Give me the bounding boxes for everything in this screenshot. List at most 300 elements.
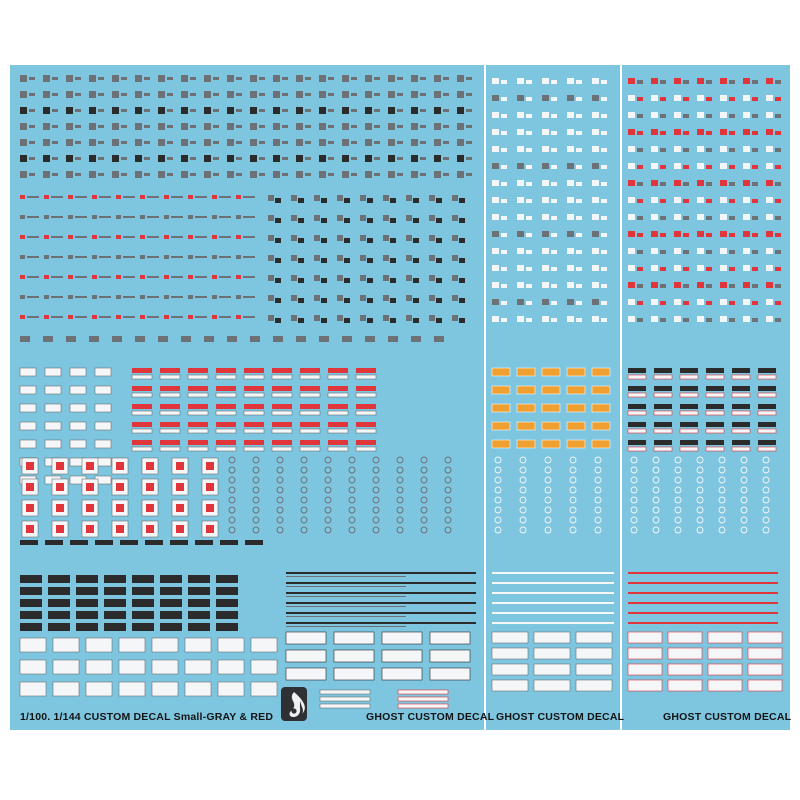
- decal-mark: [743, 129, 750, 135]
- decal-mark: [628, 632, 662, 643]
- decal-mark: [51, 316, 63, 318]
- decal-mark: [360, 255, 366, 261]
- decal-mark: [526, 114, 532, 118]
- decal-mark: [190, 157, 196, 160]
- decal-mark: [775, 114, 781, 118]
- decal-mark: [706, 250, 712, 254]
- decal-mark: [628, 163, 635, 169]
- decal-mark: [216, 429, 236, 433]
- decal-mark: [216, 575, 238, 583]
- decal-mark: [116, 195, 121, 199]
- decal-mark: [171, 216, 183, 218]
- decal-mark: [190, 125, 196, 128]
- decal-mark: [135, 171, 142, 178]
- decal-mark: [651, 197, 658, 203]
- decal-mark: [683, 233, 689, 237]
- decal-mark: [68, 255, 73, 259]
- decal-mark: [319, 123, 326, 130]
- decal-mark: [542, 197, 549, 203]
- decal-mark: [98, 93, 104, 96]
- decal-mark: [628, 602, 778, 604]
- red-panel-background: [622, 65, 790, 730]
- decal-mark: [680, 393, 698, 397]
- decal-mark: [628, 282, 635, 288]
- decal-mark: [259, 173, 265, 176]
- decal-mark: [526, 80, 532, 84]
- decal-mark: [542, 180, 549, 186]
- decal-mark: [116, 504, 124, 512]
- decal-mark: [720, 95, 727, 101]
- decal-mark: [674, 180, 681, 186]
- decal-mark: [452, 295, 458, 301]
- decal-mark: [526, 148, 532, 152]
- decal-mark: [291, 215, 297, 221]
- decal-mark: [160, 575, 182, 583]
- decal-mark: [216, 386, 236, 391]
- decal-mark: [342, 155, 349, 162]
- decal-mark: [75, 125, 81, 128]
- decal-mark: [436, 318, 442, 323]
- decal-mark: [300, 422, 320, 427]
- decal-mark: [466, 141, 472, 144]
- decal-mark: [244, 404, 264, 409]
- decal-mark: [344, 218, 350, 223]
- decal-mark: [758, 393, 776, 397]
- decal-mark: [766, 180, 773, 186]
- decal-mark: [314, 235, 320, 241]
- decal-mark: [674, 78, 681, 84]
- decal-mark: [268, 315, 274, 321]
- decal-mark: [501, 216, 507, 220]
- decal-mark: [123, 216, 135, 218]
- decal-mark: [251, 638, 277, 652]
- decal-mark: [567, 180, 574, 186]
- decal-mark: [766, 282, 773, 288]
- decal-mark: [27, 236, 39, 238]
- decal-mark: [76, 575, 98, 583]
- decal-mark: [52, 125, 58, 128]
- decal-mark: [188, 215, 193, 219]
- decal-mark: [135, 75, 142, 82]
- decal-mark: [706, 182, 712, 186]
- decal-mark: [20, 75, 27, 82]
- decal-mark: [75, 141, 81, 144]
- decal-mark: [351, 157, 357, 160]
- decal-mark: [697, 180, 704, 186]
- decal-mark: [164, 295, 169, 299]
- decal-mark: [158, 155, 165, 162]
- decal-mark: [342, 139, 349, 146]
- decal-mark: [328, 429, 348, 433]
- decal-mark: [86, 504, 94, 512]
- decal-mark: [144, 141, 150, 144]
- decal-mark: [190, 173, 196, 176]
- decal-mark: [457, 155, 464, 162]
- decal-mark: [132, 623, 154, 631]
- decal-mark: [397, 173, 403, 176]
- decal-mark: [48, 599, 70, 607]
- decal-mark: [314, 275, 320, 281]
- decal-mark: [551, 199, 557, 203]
- decal-mark: [660, 182, 666, 186]
- decal-mark: [344, 198, 350, 203]
- decal-mark: [98, 77, 104, 80]
- decal-mark: [680, 422, 698, 427]
- decal-mark: [367, 258, 373, 263]
- decal-mark: [628, 316, 635, 322]
- decal-mark: [213, 125, 219, 128]
- decal-mark: [365, 91, 372, 98]
- decal-mark: [752, 148, 758, 152]
- decal-mark: [321, 318, 327, 323]
- decal-mark: [651, 231, 658, 237]
- decal-mark: [320, 697, 370, 701]
- decal-mark: [27, 316, 39, 318]
- decal-mark: [244, 386, 264, 391]
- decal-mark: [236, 93, 242, 96]
- decal-mark: [637, 267, 643, 271]
- decal-mark: [140, 315, 145, 319]
- decal-mark: [219, 216, 231, 218]
- ghost-flame-logo: [281, 687, 307, 721]
- decal-mark: [720, 231, 727, 237]
- decal-mark: [53, 660, 79, 674]
- decal-mark: [683, 318, 689, 322]
- decal-mark: [116, 483, 124, 491]
- decal-mark: [390, 278, 396, 283]
- decal-mark: [195, 296, 207, 298]
- decal-mark: [75, 196, 87, 198]
- decal-mark: [628, 582, 778, 584]
- decal-mark: [132, 422, 152, 427]
- decal-mark: [188, 429, 208, 433]
- decal-mark: [374, 77, 380, 80]
- decal-mark: [273, 107, 280, 114]
- decal-mark: [752, 301, 758, 305]
- decal-mark: [517, 180, 524, 186]
- decal-mark: [20, 235, 25, 239]
- decal-mark: [273, 139, 280, 146]
- decal-mark: [291, 195, 297, 201]
- decal-mark: [576, 80, 582, 84]
- decal-mark: [181, 123, 188, 130]
- decal-mark: [651, 146, 658, 152]
- decal-mark: [706, 375, 724, 379]
- decal-mark: [637, 216, 643, 220]
- decal-mark: [171, 276, 183, 278]
- decal-mark: [121, 93, 127, 96]
- decal-mark: [752, 131, 758, 135]
- decal-mark: [766, 112, 773, 118]
- decal-mark: [342, 336, 352, 342]
- decal-mark: [53, 682, 79, 696]
- decal-mark: [44, 235, 49, 239]
- decal-mark: [188, 255, 193, 259]
- decal-mark: [116, 525, 124, 533]
- decal-mark: [68, 295, 73, 299]
- decal-mark: [492, 282, 499, 288]
- decal-mark: [356, 447, 376, 451]
- decal-mark: [706, 440, 724, 445]
- decal-mark: [188, 375, 208, 379]
- decal-mark: [534, 680, 570, 691]
- decal-mark: [89, 155, 96, 162]
- decal-mark: [75, 316, 87, 318]
- decal-mark: [674, 299, 681, 305]
- decal-mark: [227, 75, 234, 82]
- decal-mark: [52, 157, 58, 160]
- decal-mark: [70, 386, 86, 394]
- decal-mark: [542, 386, 560, 394]
- decal-mark: [628, 422, 646, 427]
- decal-mark: [517, 282, 524, 288]
- decal-mark: [337, 255, 343, 261]
- decal-mark: [244, 422, 264, 427]
- decal-mark: [75, 109, 81, 112]
- decal-mark: [674, 231, 681, 237]
- decal-mark: [758, 411, 776, 415]
- decal-mark: [706, 216, 712, 220]
- decal-mark: [752, 182, 758, 186]
- decal-mark: [167, 173, 173, 176]
- decal-mark: [48, 587, 70, 595]
- decal-mark: [576, 114, 582, 118]
- decal-mark: [674, 265, 681, 271]
- decal-mark: [44, 295, 49, 299]
- decal-mark: [181, 336, 191, 342]
- decal-mark: [112, 107, 119, 114]
- decal-mark: [132, 393, 152, 397]
- decal-mark: [729, 80, 735, 84]
- decal-mark: [112, 139, 119, 146]
- decal-mark: [51, 276, 63, 278]
- decal-mark: [775, 80, 781, 84]
- decal-mark: [534, 632, 570, 643]
- decal-mark: [457, 107, 464, 114]
- decal-mark: [216, 404, 236, 409]
- decal-mark: [551, 301, 557, 305]
- decal-mark: [748, 680, 782, 691]
- decal-mark: [748, 648, 782, 659]
- decal-mark: [176, 525, 184, 533]
- decal-mark: [272, 368, 292, 373]
- decal-mark: [492, 248, 499, 254]
- decal-mark: [654, 411, 672, 415]
- decal-mark: [592, 112, 599, 118]
- decal-mark: [706, 284, 712, 288]
- decal-mark: [413, 318, 419, 323]
- decal-mark: [775, 182, 781, 186]
- decal-mark: [551, 131, 557, 135]
- decal-mark: [272, 429, 292, 433]
- decal-mark: [300, 368, 320, 373]
- decal-mark: [766, 78, 773, 84]
- decal-mark: [20, 599, 42, 607]
- decal-mark: [567, 368, 585, 376]
- decal-mark: [251, 682, 277, 696]
- decal-mark: [20, 611, 42, 619]
- decal-mark: [89, 91, 96, 98]
- decal-mark: [286, 616, 406, 617]
- decal-mark: [272, 375, 292, 379]
- decal-mark: [654, 429, 672, 433]
- decal-mark: [360, 295, 366, 301]
- decal-mark: [152, 638, 178, 652]
- decal-mark: [365, 336, 375, 342]
- decal-mark: [164, 195, 169, 199]
- decal-mark: [188, 440, 208, 445]
- decal-mark: [775, 97, 781, 101]
- decal-mark: [273, 123, 280, 130]
- decal-mark: [319, 91, 326, 98]
- decal-mark: [654, 404, 672, 409]
- decal-mark: [542, 78, 549, 84]
- decal-mark: [576, 199, 582, 203]
- decal-mark: [268, 295, 274, 301]
- decal-mark: [388, 75, 395, 82]
- decal-mark: [775, 301, 781, 305]
- decal-mark: [188, 599, 210, 607]
- decal-mark: [592, 368, 610, 376]
- decal-mark: [70, 540, 88, 545]
- decal-mark: [356, 404, 376, 409]
- decal-mark: [501, 199, 507, 203]
- decal-mark: [244, 375, 264, 379]
- decal-mark: [748, 664, 782, 675]
- decal-mark: [219, 236, 231, 238]
- decal-mark: [116, 295, 121, 299]
- decal-mark: [429, 255, 435, 261]
- decal-mark: [542, 368, 560, 376]
- decal-mark: [236, 295, 241, 299]
- decal-mark: [167, 109, 173, 112]
- decal-mark: [66, 139, 73, 146]
- decal-mark: [98, 157, 104, 160]
- decal-mark: [492, 422, 510, 430]
- decal-mark: [286, 576, 406, 577]
- decal-mark: [729, 182, 735, 186]
- decal-mark: [160, 587, 182, 595]
- decal-mark: [365, 75, 372, 82]
- decal-mark: [298, 298, 304, 303]
- decal-mark: [170, 540, 188, 545]
- decal-mark: [250, 155, 257, 162]
- decal-mark: [119, 660, 145, 674]
- decal-mark: [374, 93, 380, 96]
- decal-mark: [683, 148, 689, 152]
- decal-mark: [452, 235, 458, 241]
- decal-mark: [300, 404, 320, 409]
- decal-mark: [654, 375, 672, 379]
- decal-mark: [576, 664, 612, 675]
- decal-mark: [466, 173, 472, 176]
- decal-mark: [367, 318, 373, 323]
- decal-mark: [243, 216, 255, 218]
- decal-mark: [140, 195, 145, 199]
- decal-mark: [542, 422, 560, 430]
- decal-mark: [706, 131, 712, 135]
- decal-mark: [360, 195, 366, 201]
- decal-mark: [216, 587, 238, 595]
- decal-mark: [743, 299, 750, 305]
- decal-mark: [219, 316, 231, 318]
- decal-mark: [319, 171, 326, 178]
- decal-mark: [272, 393, 292, 397]
- decal-mark: [236, 77, 242, 80]
- decal-mark: [52, 173, 58, 176]
- decal-mark: [116, 255, 121, 259]
- decal-mark: [706, 386, 724, 391]
- decal-mark: [542, 440, 560, 448]
- decal-mark: [296, 155, 303, 162]
- decal-mark: [466, 109, 472, 112]
- decal-mark: [397, 157, 403, 160]
- decal-mark: [628, 231, 635, 237]
- decal-mark: [342, 123, 349, 130]
- decal-mark: [674, 316, 681, 322]
- decal-mark: [542, 112, 549, 118]
- decal-mark: [20, 139, 27, 146]
- decal-mark: [492, 214, 499, 220]
- decal-mark: [121, 109, 127, 112]
- decal-mark: [517, 265, 524, 271]
- decal-mark: [296, 107, 303, 114]
- decal-mark: [236, 195, 241, 199]
- decal-mark: [272, 447, 292, 451]
- decal-mark: [48, 623, 70, 631]
- decal-mark: [244, 393, 264, 397]
- decal-mark: [282, 141, 288, 144]
- decal-mark: [592, 146, 599, 152]
- decal-mark: [298, 198, 304, 203]
- decal-mark: [680, 375, 698, 379]
- decal-mark: [314, 215, 320, 221]
- decal-mark: [434, 139, 441, 146]
- decal-mark: [706, 447, 724, 451]
- decal-mark: [660, 233, 666, 237]
- decal-mark: [251, 660, 277, 674]
- decal-mark: [51, 236, 63, 238]
- decal-mark: [628, 386, 646, 391]
- decal-mark: [637, 97, 643, 101]
- decal-mark: [86, 638, 112, 652]
- decal-mark: [680, 404, 698, 409]
- decal-mark: [268, 195, 274, 201]
- decal-mark: [443, 157, 449, 160]
- decal-mark: [398, 690, 448, 694]
- decal-mark: [104, 599, 126, 607]
- decal-mark: [420, 141, 426, 144]
- decal-mark: [212, 295, 217, 299]
- decal-mark: [314, 315, 320, 321]
- decal-mark: [542, 265, 549, 271]
- decal-mark: [51, 256, 63, 258]
- decal-mark: [628, 664, 662, 675]
- decal-mark: [601, 318, 607, 322]
- decal-mark: [188, 315, 193, 319]
- decal-mark: [116, 275, 121, 279]
- decal-mark: [601, 233, 607, 237]
- decal-mark: [526, 131, 532, 135]
- decal-mark: [708, 648, 742, 659]
- decal-mark: [147, 196, 159, 198]
- decal-mark: [29, 109, 35, 112]
- decal-mark: [651, 95, 658, 101]
- decal-mark: [20, 171, 27, 178]
- decal-mark: [190, 93, 196, 96]
- decal-mark: [268, 255, 274, 261]
- decal-mark: [75, 296, 87, 298]
